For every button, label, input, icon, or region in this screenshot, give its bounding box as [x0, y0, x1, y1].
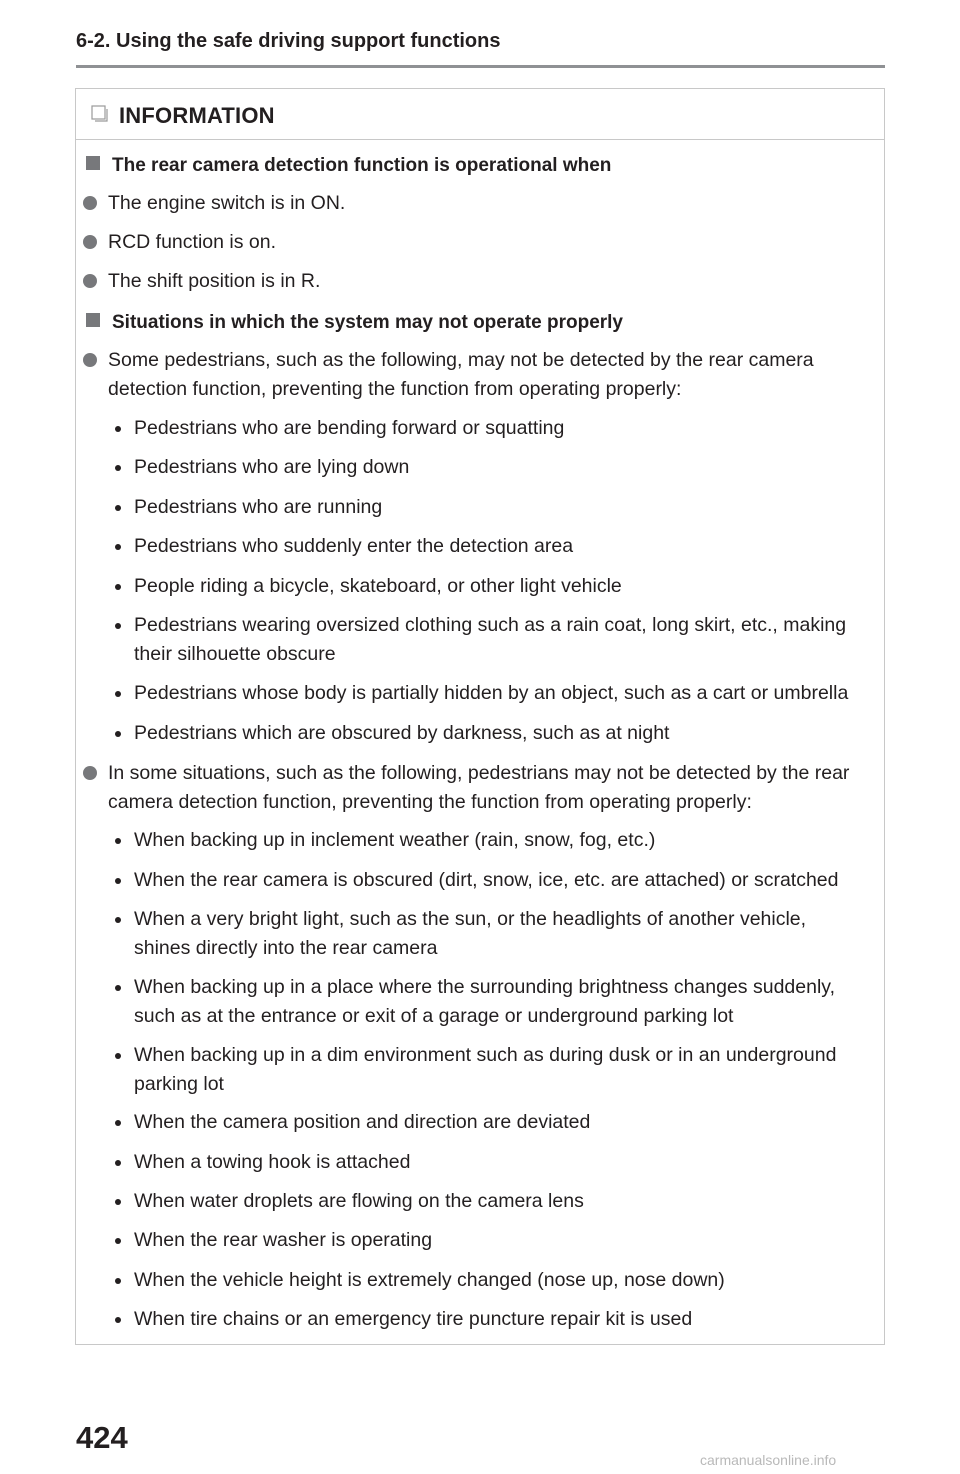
- circle-bullet-icon: [83, 274, 97, 288]
- list-item: When tire chains or an emergency tire puncture repair kit is used: [134, 1305, 874, 1334]
- section-heading-operational: The rear camera detection function is operational when: [112, 151, 611, 180]
- list-item: When backing up in a place where the surrounding brightness changes suddenly, such as at the entrance or exit of a garage or underground parking lot: [134, 973, 874, 1031]
- circle-bullet-icon: [83, 196, 97, 210]
- bullet-icon: [115, 691, 121, 697]
- bullet-icon: [115, 426, 121, 432]
- list-item: Pedestrians who suddenly enter the detection area: [134, 532, 874, 561]
- list-item: Pedestrians wearing oversized clothing such as a rain coat, long skirt, etc., making their silhouette obscure: [134, 611, 874, 669]
- bullet-icon: [115, 505, 121, 511]
- bullet-icon: [115, 731, 121, 737]
- bullet-icon: [115, 1160, 121, 1166]
- bullet-icon: [115, 1278, 121, 1284]
- circle-bullet-icon: [83, 766, 97, 780]
- list-item: When the camera position and direction are deviated: [134, 1108, 874, 1137]
- bullet-icon: [115, 985, 121, 991]
- list-item: Pedestrians who are running: [134, 493, 874, 522]
- note-icon: [91, 105, 108, 122]
- list-item: When a very bright light, such as the sun, or the headlights of another vehicle, shines directly into the rear camera: [134, 905, 874, 963]
- list-item: The engine switch is in ON.: [108, 189, 868, 218]
- bullet-icon: [115, 584, 121, 590]
- list-item: When the rear camera is obscured (dirt, snow, ice, etc. are attached) or scratched: [134, 866, 874, 895]
- bullet-icon: [115, 1120, 121, 1126]
- watermark: carmanualsonline.info: [700, 1452, 837, 1468]
- bullet-icon: [115, 1199, 121, 1205]
- bullet-icon: [115, 544, 121, 550]
- section-heading-limitations: Situations in which the system may not operate properly: [112, 308, 623, 337]
- bullet-icon: [115, 917, 121, 923]
- list-item: Pedestrians who are lying down: [134, 453, 874, 482]
- list-item: In some situations, such as the following, pedestrians may not be detected by the rear camera detection function, preventing the function from operating properly:: [108, 759, 868, 817]
- list-item: Some pedestrians, such as the following, may not be detected by the rear camera detection function, preventing the function from operating properly:: [108, 346, 868, 404]
- information-box: [75, 88, 885, 1345]
- section-square-icon: [86, 156, 100, 170]
- chapter-header: 6-2. Using the safe driving support functions: [76, 30, 501, 52]
- bullet-icon: [115, 1238, 121, 1244]
- bullet-icon: [115, 878, 121, 884]
- page-number: 424: [76, 1420, 128, 1455]
- bullet-icon: [115, 1053, 121, 1059]
- list-item: The shift position is in R.: [108, 267, 868, 296]
- list-item: Pedestrians whose body is partially hidden by an object, such as a cart or umbrella: [134, 679, 874, 708]
- circle-bullet-icon: [83, 235, 97, 249]
- information-title: INFORMATION: [119, 103, 275, 128]
- bullet-icon: [115, 623, 121, 629]
- list-item: When the rear washer is operating: [134, 1226, 874, 1255]
- list-item: RCD function is on.: [108, 228, 868, 257]
- list-item: When backing up in inclement weather (rain, snow, fog, etc.): [134, 826, 874, 855]
- list-item: People riding a bicycle, skateboard, or other light vehicle: [134, 572, 874, 601]
- list-item: When a towing hook is attached: [134, 1148, 874, 1177]
- bullet-icon: [115, 838, 121, 844]
- list-item: When the vehicle height is extremely changed (nose up, nose down): [134, 1266, 874, 1295]
- bullet-icon: [115, 465, 121, 471]
- list-item: Pedestrians which are obscured by darkness, such as at night: [134, 719, 874, 748]
- circle-bullet-icon: [83, 353, 97, 367]
- list-item: When water droplets are flowing on the camera lens: [134, 1187, 874, 1216]
- list-item: When backing up in a dim environment such as during dusk or in an underground parking lot: [134, 1041, 874, 1099]
- list-item: Pedestrians who are bending forward or squatting: [134, 414, 874, 443]
- section-square-icon: [86, 313, 100, 327]
- information-header: [76, 89, 884, 140]
- bullet-icon: [115, 1317, 121, 1323]
- header-divider: [76, 65, 885, 68]
